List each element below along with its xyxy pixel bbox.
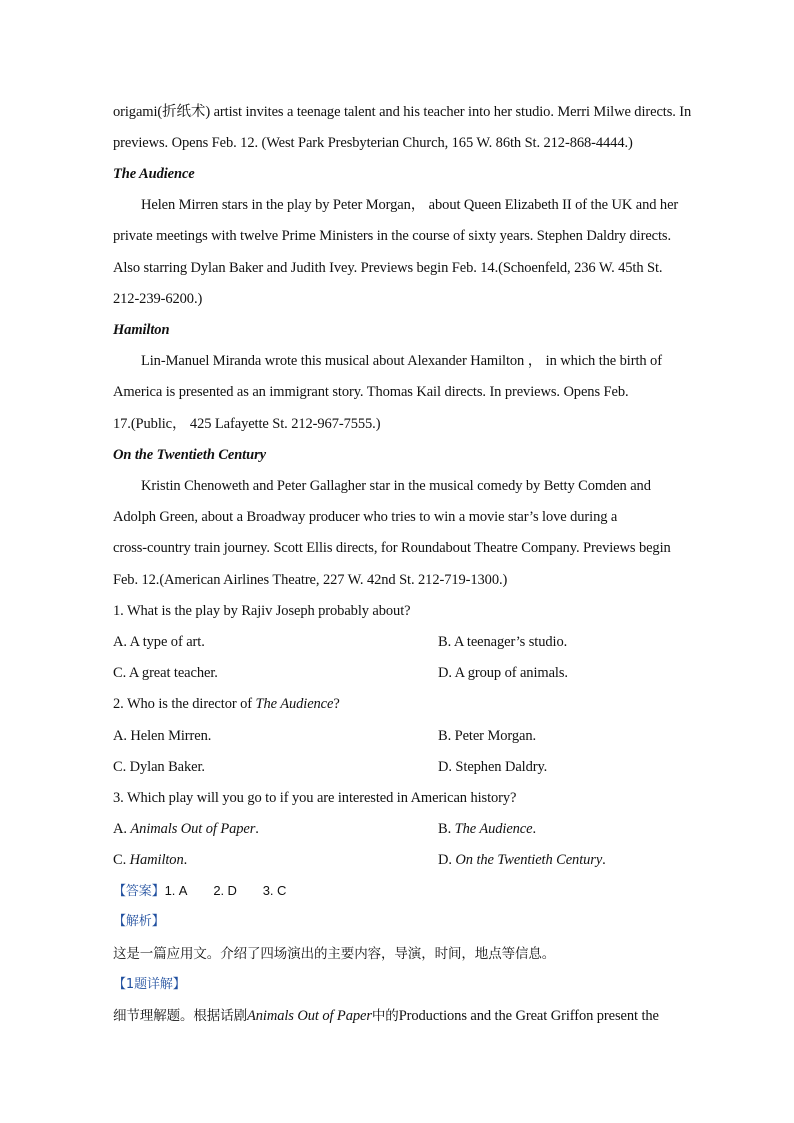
passage-line: private meetings with twelve Prime Ministers in the course of sixty years. Stephen Daldry directs. <box>113 228 671 244</box>
passage-line: Kristin Chenoweth and Peter Gallagher star in the musical comedy by Betty Comden and <box>141 478 651 494</box>
option-letter: B. <box>438 821 455 837</box>
answer-line <box>113 881 286 902</box>
question-3-stem: 3. Which play will you go to if you are interested in American history? <box>113 790 517 806</box>
question-2-stem-title: The Audience <box>255 696 334 712</box>
option-letter: D. <box>438 852 456 868</box>
question-2-option-c: C. Dylan Baker. <box>113 759 205 775</box>
q1-detail-prefix: 细节理解题。根据话剧 <box>113 1008 247 1024</box>
option-period: . <box>532 821 537 837</box>
passage-line: 17.(Public， 425 Lafayette St. 212-967-7555.) <box>113 416 381 432</box>
passage-line: 212-239-6200.) <box>113 291 203 307</box>
option-title: Animals Out of Paper <box>130 821 256 837</box>
q1-detail-title: Animals Out of Paper <box>247 1008 372 1024</box>
play-title-hamilton: Hamilton <box>113 322 170 338</box>
option-letter: A. <box>113 821 131 837</box>
q1-detail-label-text: 【1题详解】 <box>113 977 186 992</box>
passage-line: Lin-Manuel Miranda wrote this musical about Alexander Hamilton ， in which the birth of <box>141 353 662 369</box>
question-2-stem-prefix: 2. Who is the director of <box>113 696 256 712</box>
answer-item: 1. A <box>164 883 188 898</box>
analysis-label-text: 【解析】 <box>113 914 165 929</box>
passage-line: origami(折纸术) artist invites a teenage talent and his teacher into her studio. Merri Milwe directs. In <box>113 104 692 120</box>
passage-line: previews. Opens Feb. 12. (West Park Presbyterian Church, 165 W. 86th St. 212-868-4444.) <box>113 135 633 151</box>
analysis-summary: 这是一篇应用文。介绍了四场演出的主要内容，导演，时间，地点等信息。 <box>113 946 556 962</box>
question-3-option-c <box>113 850 187 870</box>
option-title: Hamilton <box>129 852 184 868</box>
question-1-option-d: D. A group of animals. <box>438 665 568 681</box>
question-3-option-d <box>438 850 606 870</box>
question-2-stem-suffix: ? <box>333 696 340 712</box>
passage-line: America is presented as an immigrant story. Thomas Kail directs. In previews. Opens Feb. <box>113 384 629 400</box>
answer-item: 3. C <box>262 883 287 898</box>
question-1-option-b: B. A teenager’s studio. <box>438 634 568 650</box>
option-period: . <box>183 852 188 868</box>
question-2-option-a: A. Helen Mirren. <box>113 728 212 744</box>
answer-item: 2. D <box>213 883 237 898</box>
analysis-label <box>113 912 165 932</box>
question-3-option-b <box>438 819 536 839</box>
passage-line: Helen Mirren stars in the play by Peter Morgan， about Queen Elizabeth II of the UK and her <box>141 197 679 213</box>
play-title-the-audience: The Audience <box>113 166 195 182</box>
question-2-stem <box>113 694 340 714</box>
question-2-option-d: D. Stephen Daldry. <box>438 759 548 775</box>
option-title: The Audience <box>454 821 533 837</box>
passage-line: cross-country train journey. Scott Ellis directs, for Roundabout Theatre Company. Previews begin <box>113 540 671 556</box>
q1-detail-suffix: Productions and the Great Griffon present the <box>398 1008 659 1024</box>
q1-detail-line <box>113 1006 659 1026</box>
option-letter: C. <box>113 852 130 868</box>
answer-label: 【答案】 <box>113 884 165 899</box>
option-title: On the Twentieth Century <box>455 852 603 868</box>
passage-line: Adolph Green, about a Broadway producer who tries to win a movie star’s love during a <box>113 509 618 525</box>
passage-line: Feb. 12.(American Airlines Theatre, 227 W. 42nd St. 212-719-1300.) <box>113 572 508 588</box>
q1-detail-mid: 中的 <box>371 1008 399 1024</box>
question-2-option-b: B. Peter Morgan. <box>438 728 537 744</box>
play-title-on-the-twentieth-century: On the Twentieth Century <box>113 447 266 463</box>
passage-line: Also starring Dylan Baker and Judith Ivey. Previews begin Feb. 14.(Schoenfeld, 236 W. 45th St. <box>113 260 663 276</box>
option-period: . <box>602 852 606 868</box>
question-1-option-a: A. A type of art. <box>113 634 205 650</box>
question-3-option-a <box>113 819 259 839</box>
question-1-option-c: C. A great teacher. <box>113 665 218 681</box>
option-period: . <box>255 821 259 837</box>
question-1-stem: 1. What is the play by Rajiv Joseph probably about? <box>113 603 411 619</box>
q1-detail-label <box>113 975 186 995</box>
